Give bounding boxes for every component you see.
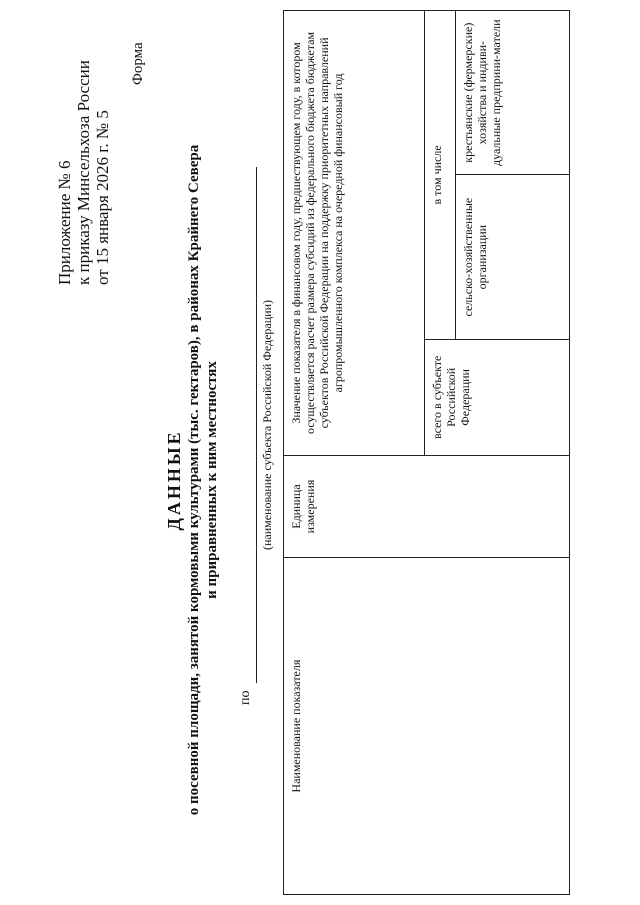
title-line-2: и приравненных к ним местностях [204,361,220,599]
appendix-block [55,25,112,285]
title-line-1: о посевной площади, занятой кормовыми культурами (тыс. гектаров), в районах Крайнего Севера [186,144,202,816]
subject-fill-line [256,167,257,683]
unit-header: Единица измерения [284,455,570,557]
including-header: в том числе [425,11,455,340]
appendix-order-ref: к приказу Минсельхоза России [74,60,93,285]
appendix-number: Приложение № 6 [55,160,74,285]
indicator-name-header: Наименование показателя [284,558,570,895]
document-title [165,135,221,825]
agri-organizations-header: сельско-хозяйственные организации [455,175,569,339]
subject-prefix: по [238,690,253,705]
value-header: Значение показателя в финансовом году, предшествующем году, в котором осуществляется расчет размера субсидий из федерального бюджета бюджетам субъектов Российской Федерации на поддержку приоритетных направлений агропромышленного комплекса на очередной финансовый год [284,11,425,456]
total-header: всего в субъекте Российской Федерации [425,339,570,455]
title-main: ДАННЫЕ [164,429,184,531]
form-label: Форма [130,42,146,85]
farms-entrepreneurs-header: крестьянские (фермерские) хозяйства и индиви-дуальные предприни-матели [455,11,569,175]
appendix-order-date: от 15 января 2026 г. № 5 [93,110,112,285]
indicator-table [283,10,570,895]
subject-caption: (наименование субъекта Российской Федерации) [260,299,274,551]
table-header-row [284,11,425,895]
